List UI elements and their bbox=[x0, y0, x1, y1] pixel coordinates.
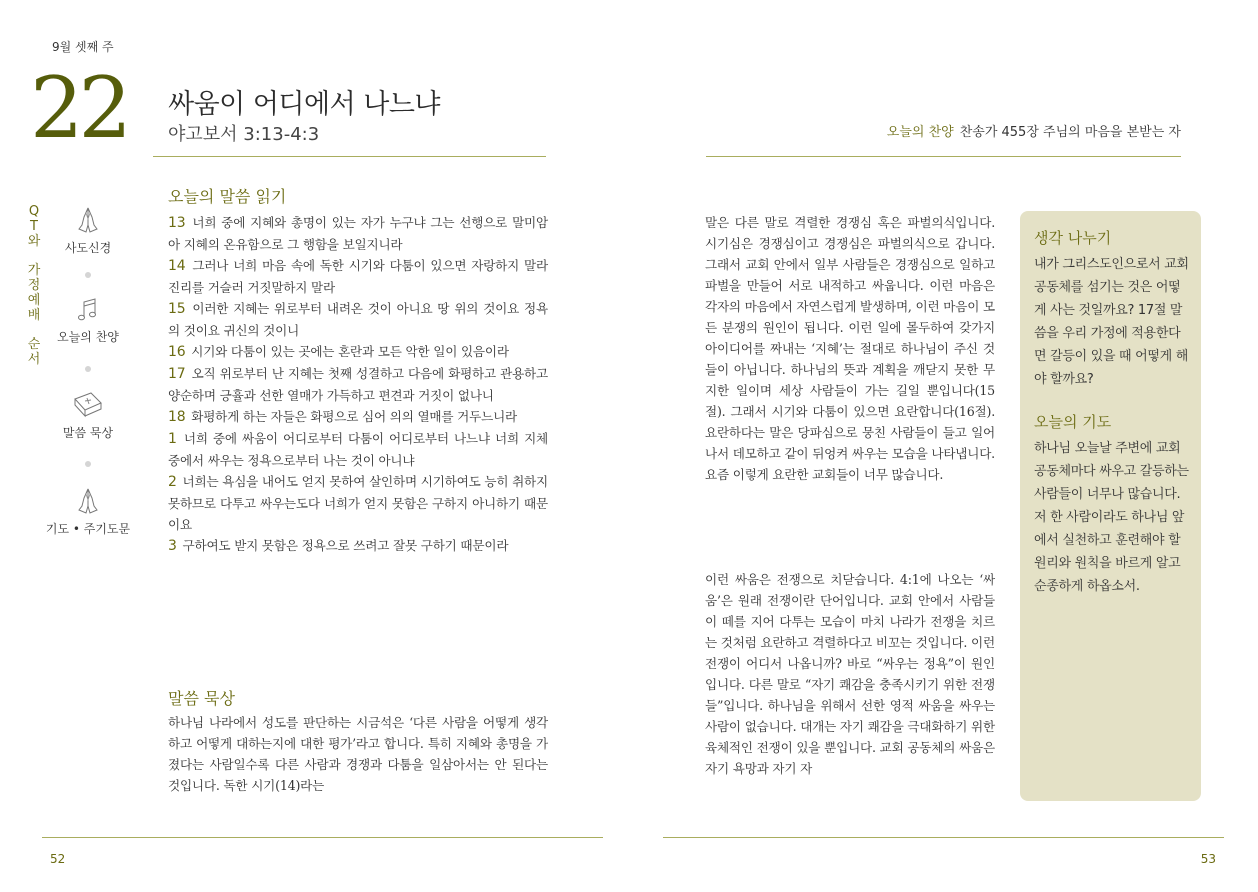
vlabel-char: 배 bbox=[27, 308, 41, 323]
verse-text: 오직 위로부터 난 지혜는 첫째 성결하고 다음에 화평하고 관용하고 양순하며 긍휼과 선한 열매가 가득하고 편견과 거짓이 없나니 bbox=[168, 366, 548, 403]
footer-rule-left bbox=[42, 837, 603, 838]
prayer-text: 하나님 오늘날 주변에 교회 공동체마다 싸우고 갈등하는 사람들이 너무나 많습니다. 저 한 사람이라도 하나님 앞에서 실천하고 훈련해야 할 원리와 원칙을 바르게 알고 순종하게 하옵소서. bbox=[1034, 441, 1189, 594]
verse-number: 13 bbox=[168, 215, 186, 231]
hymn-line bbox=[887, 121, 1181, 140]
verse-text: 구하여도 받지 못함은 정욕으로 쓰려고 잘못 구하기 때문이라 bbox=[182, 538, 509, 553]
share-heading: 생각 나누기 bbox=[1034, 229, 1112, 247]
verse bbox=[168, 341, 548, 363]
vlabel-char: 예 bbox=[27, 293, 41, 308]
verse-text: 그러나 너희 마음 속에 독한 시기와 다툼이 있으면 자랑하지 말라 진리를 거슬러 거짓말하지 말라 bbox=[168, 258, 548, 295]
week-label: 9월 셋째 주 bbox=[52, 40, 114, 54]
verse-text: 너희는 욕심을 내어도 얻지 못하여 살인하며 시기하여도 능히 취하지 못하므로 다투고 싸우는도다 너희가 얻지 못함은 구하지 아니하기 때문이요 bbox=[168, 474, 548, 532]
sidebar-item-hymn bbox=[43, 296, 133, 345]
vlabel-char: 순 bbox=[27, 337, 41, 352]
verse-number: 3 bbox=[168, 538, 177, 554]
sidebar-item-prayer bbox=[43, 486, 133, 537]
verse bbox=[168, 255, 548, 298]
prayer-heading: 오늘의 기도 bbox=[1034, 413, 1112, 431]
verse bbox=[168, 535, 548, 557]
divider-dot bbox=[85, 461, 91, 467]
vlabel-char: T bbox=[30, 219, 38, 234]
sidebar-item-label: 말씀 묵상 bbox=[62, 426, 114, 440]
vlabel-char: 와 bbox=[27, 234, 41, 249]
verse-text: 시기와 다툼이 있는 곳에는 혼란과 모든 악한 일이 있음이라 bbox=[191, 344, 509, 359]
scripture-reference: 야고보서 3:13-4:3 bbox=[168, 124, 320, 145]
share-text: 내가 그리스도인으로서 교회 공동체를 섬기는 것은 어떻게 사는 것일까요? 17절 말씀을 우리 가정에 적용한다면 갈등이 있을 때 어떻게 해야 할까요? bbox=[1034, 257, 1189, 387]
reading-heading: 오늘의 말씀 읽기 bbox=[168, 187, 287, 206]
header-rule-left bbox=[153, 156, 546, 157]
header-rule-right bbox=[706, 156, 1181, 157]
sidebar-item-label: 오늘의 찬양 bbox=[57, 330, 119, 344]
hymn-text: 찬송가 455장 주님의 마음을 본받는 자 bbox=[959, 125, 1181, 140]
verse-text: 너희 중에 지혜와 총명이 있는 자가 누구냐 그는 선행으로 말미암아 지혜의 온유함으로 그 행함을 보일지니라 bbox=[168, 215, 548, 252]
page-number-right: 53 bbox=[1200, 852, 1216, 866]
divider-dot bbox=[85, 272, 91, 278]
praying-hands-icon bbox=[73, 205, 103, 235]
scripture-verses bbox=[168, 212, 548, 557]
verse bbox=[168, 363, 548, 406]
praying-hands-icon bbox=[73, 486, 103, 516]
verse-number: 16 bbox=[168, 344, 186, 360]
verse-number: 1 bbox=[168, 431, 177, 447]
verse-number: 15 bbox=[168, 301, 186, 317]
vlabel-char: 정 bbox=[27, 278, 41, 293]
reflection-box bbox=[1020, 211, 1201, 801]
page-number-left: 52 bbox=[50, 852, 66, 866]
verse bbox=[168, 471, 548, 535]
vlabel-char: 가 bbox=[27, 263, 41, 278]
meditation-paragraph: 말은 다른 말로 격렬한 경쟁심 혹은 파벌의식입니다. 시기심은 경쟁심이고 경쟁심은 파벌의식으로 갑니다. 그래서 교회 안에서 일부 사람들은 경쟁심으로 일하고 파벌을 만들어 서로 내적하고 싸웁니다. 이런 마음은 각자의 마음에서 자연스럽게 발생하며, 이런 마음이 모든 분쟁의 원인이 됩니다. 이런 일에 몰두하여 갖가지 아이디어를 짜내는 ‘지혜’는 절대로 하나님이 주신 것들이 아닙니다. 하나님의 뜻과 계획을 깨닫지 못한 무지한 일이며 세상 사람들이 가는 길일 뿐입니다(15절). 그래서 시기와 다툼이 있으면 요란합니다(16절). 요란하다는 말은 당파심으로 뭉친 사람들이 들고 일어나서 데모하고 같이 뒤엉켜 싸우는 모습을 나타냅니다. 요즘 이렇게 요란한 교회들이 너무 많습니다. bbox=[705, 215, 995, 482]
verse-text: 이러한 지혜는 위로부터 내려온 것이 아니요 땅 위의 것이요 정욕의 것이요 귀신의 것이니 bbox=[168, 301, 548, 338]
vlabel-char: Q bbox=[28, 204, 40, 219]
page-title: 싸움이 어디에서 나느냐 bbox=[168, 89, 440, 120]
bible-icon bbox=[71, 390, 105, 420]
verse bbox=[168, 298, 548, 341]
verse-number: 18 bbox=[168, 409, 186, 425]
verse bbox=[168, 212, 548, 255]
verse-number: 14 bbox=[168, 258, 186, 274]
divider-dot bbox=[85, 366, 91, 372]
verse bbox=[168, 428, 548, 471]
verse-text: 너희 중에 싸움이 어디로부터 다툼이 어디로부터 나느냐 너희 지체 중에서 싸우는 정욕으로부터 나는 것이 아니냐 bbox=[168, 431, 548, 468]
day-number: 22 bbox=[30, 59, 127, 157]
footer-rule-right bbox=[663, 837, 1224, 838]
vlabel-char: 서 bbox=[27, 352, 41, 367]
meditation-heading: 말씀 묵상 bbox=[168, 689, 235, 708]
verse-number: 2 bbox=[168, 474, 177, 490]
music-note-icon bbox=[73, 296, 103, 324]
sidebar-item-label: 기도 • 주기도문 bbox=[45, 522, 131, 536]
hymn-label: 오늘의 찬양 bbox=[886, 125, 954, 140]
sidebar-item-label: 사도신경 bbox=[64, 241, 112, 255]
vertical-section-label bbox=[26, 204, 42, 367]
meditation-paragraph: 이런 싸움은 전쟁으로 치닫습니다. 4:1에 나오는 ‘싸움’은 원래 전쟁이란 단어입니다. 교회 안에서 사람들이 떼를 지어 다투는 모습이 마치 나라가 전쟁을 치르는 것처럼 요란하고 격렬하다고 비꼬는 것입니다. 이런 전쟁이 어디서 나옵니까? 바로 “싸우는 정욕”이 원인입니다. 다른 말로 “자기 쾌감을 충족시키기 위한 전쟁들”입니다. 하나님을 위해서 선한 영적 싸움을 싸우는 사람이 없습니다. 대개는 자기 쾌감을 극대화하기 위한 육체적인 전쟁이 있을 뿐입니다. 교회 공동체의 싸움은 자기 욕망과 자기 자 bbox=[705, 572, 995, 776]
meditation-paragraph: 하나님 나라에서 성도를 판단하는 시금석은 ‘다른 사람을 어떻게 생각하고 어떻게 대하는지에 대한 평가’라고 합니다. 특히 지혜와 총명을 가졌다는 사람일수록 다른 사람과 경쟁과 다툼을 일삼아서는 안 된다는 것입니다. 독한 시기(14)라는 bbox=[168, 715, 548, 793]
sidebar-item-apostles-creed bbox=[43, 205, 133, 256]
verse-text: 화평하게 하는 자들은 화평으로 심어 의의 열매를 거두느니라 bbox=[191, 409, 517, 424]
verse-number: 17 bbox=[168, 366, 186, 382]
sidebar-item-meditation bbox=[43, 390, 133, 441]
verse bbox=[168, 406, 548, 428]
